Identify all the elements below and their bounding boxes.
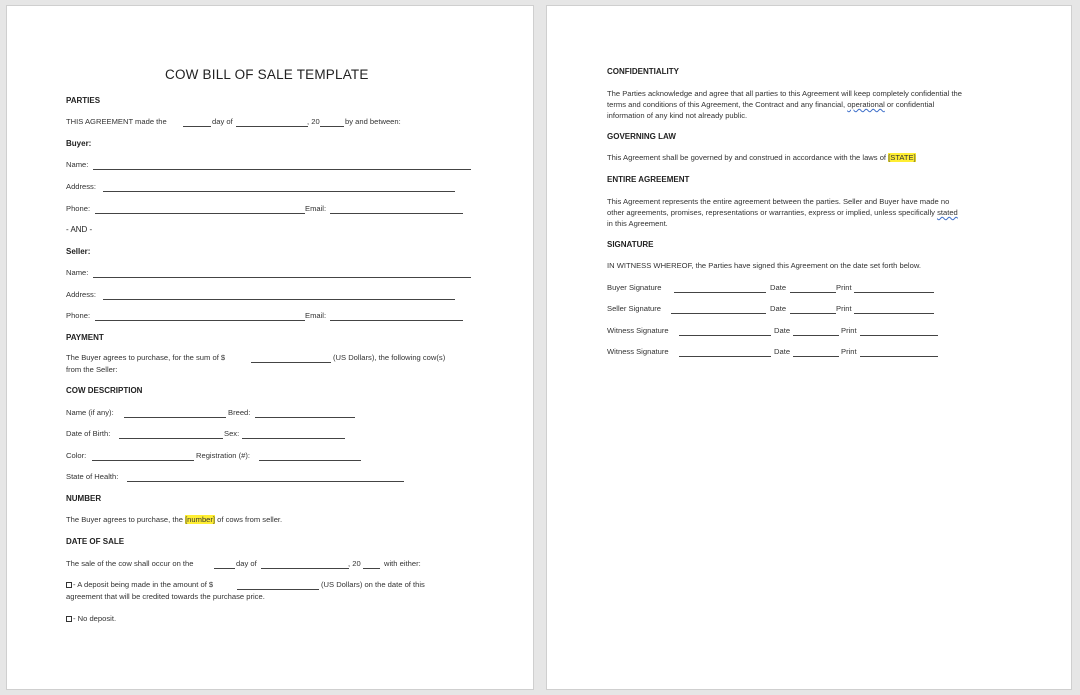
state-placeholder[interactable]: [STATE]	[888, 153, 916, 162]
number-text-start: The Buyer agrees to purchase, the	[66, 515, 183, 524]
deposit-option	[66, 580, 213, 589]
agreement-month-blank[interactable]	[236, 126, 308, 127]
spellcheck-stated[interactable]: stated	[937, 208, 958, 217]
seller-date-label: Date	[770, 304, 787, 313]
dob-label: Date of Birth:	[66, 429, 111, 438]
no-deposit-option	[66, 614, 116, 623]
payment-currency-text: (US Dollars), the following cow(s)	[333, 353, 446, 362]
seller-print-label: Print	[836, 304, 852, 313]
seller-date-field[interactable]	[790, 313, 836, 314]
number-placeholder[interactable]: [number]	[185, 515, 216, 524]
seller-address-field[interactable]	[103, 299, 455, 300]
buyer-signature-label: Buyer Signature	[607, 283, 662, 292]
buyer-email-label: Email:	[305, 204, 327, 213]
agreement-year-text: , 20	[307, 117, 320, 126]
deposit-credit-text: agreement that will be credited towards the purchase price.	[66, 592, 265, 601]
buyer-name-field[interactable]	[93, 169, 471, 170]
witness-1-print-field[interactable]	[860, 335, 938, 336]
sale-date-text: The sale of the cow shall occur on the	[66, 559, 194, 568]
breed-label: Breed:	[228, 408, 251, 417]
sale-year-text: , 20	[348, 559, 361, 568]
witness-whereof-text: IN WITNESS WHEREOF, the Parties have signed this Agreement on the date set forth below.	[607, 261, 922, 270]
cow-name-field[interactable]	[124, 417, 226, 418]
confidentiality-line-2-end: or confidential	[886, 100, 935, 109]
seller-print-field[interactable]	[854, 313, 934, 314]
cow-description-heading: COW DESCRIPTION	[66, 386, 143, 395]
deposit-currency-text: (US Dollars) on the date of this	[321, 580, 425, 589]
witness-1-date-label: Date	[774, 326, 791, 335]
seller-label: Seller:	[66, 247, 91, 256]
seller-signature-field[interactable]	[671, 313, 766, 314]
witness-1-signature-label: Witness Signature	[607, 326, 669, 335]
payment-text: The Buyer agrees to purchase, for the sum of $	[66, 353, 226, 362]
witness-1-date-field[interactable]	[793, 335, 839, 336]
document-page-1	[6, 5, 534, 690]
sale-month-blank[interactable]	[261, 568, 349, 569]
buyer-signature-field[interactable]	[674, 292, 766, 293]
payment-from-seller-text: from the Seller:	[66, 365, 118, 374]
buyer-address-field[interactable]	[103, 191, 455, 192]
witness-2-print-field[interactable]	[860, 356, 938, 357]
witness-2-date-label: Date	[774, 347, 791, 356]
governing-law-text	[607, 153, 916, 162]
seller-name-field[interactable]	[93, 277, 471, 278]
document-title: COW BILL OF SALE TEMPLATE	[165, 67, 369, 82]
confidentiality-line-2-start: terms and conditions of this Agreement, the Contract and any financial,	[607, 100, 846, 109]
confidentiality-heading: CONFIDENTIALITY	[607, 67, 679, 76]
deposit-text: - A deposit being made in the amount of $	[73, 580, 214, 589]
entire-agreement-line-1: This Agreement represents the entire agreement between the parties. Seller and Buyer have made no	[607, 197, 950, 206]
dob-field[interactable]	[119, 438, 223, 439]
by-and-between-text: by and between:	[345, 117, 401, 126]
parties-heading: PARTIES	[66, 96, 101, 105]
governing-law-heading: GOVERNING LAW	[607, 132, 676, 141]
sex-field[interactable]	[242, 438, 345, 439]
color-field[interactable]	[92, 460, 194, 461]
witness-2-signature-label: Witness Signature	[607, 347, 669, 356]
number-text-end: of cows from seller.	[217, 515, 283, 524]
number-text	[66, 515, 282, 524]
governing-law-text-start: This Agreement shall be governed by and construed in accordance with the laws of	[607, 153, 887, 162]
number-heading: NUMBER	[66, 494, 102, 503]
no-deposit-checkbox[interactable]	[66, 616, 72, 622]
payment-heading: PAYMENT	[66, 333, 104, 342]
buyer-address-label: Address:	[66, 182, 96, 191]
health-label: State of Health:	[66, 472, 119, 481]
seller-address-label: Address:	[66, 290, 96, 299]
health-field[interactable]	[127, 481, 404, 482]
buyer-label: Buyer:	[66, 139, 92, 148]
sale-with-either-text: with either:	[384, 559, 421, 568]
buyer-phone-field[interactable]	[95, 213, 305, 214]
breed-field[interactable]	[255, 417, 355, 418]
cow-name-label: Name (if any):	[66, 408, 114, 417]
buyer-date-field[interactable]	[790, 292, 836, 293]
spellcheck-operational[interactable]: operational	[847, 100, 885, 109]
buyer-print-label: Print	[836, 283, 852, 292]
seller-email-label: Email:	[305, 311, 327, 320]
buyer-name-label: Name:	[66, 160, 89, 169]
document-page-2	[546, 5, 1072, 690]
color-label: Color:	[66, 451, 87, 460]
witness-1-print-label: Print	[841, 326, 857, 335]
sale-day-blank[interactable]	[214, 568, 235, 569]
seller-signature-label: Seller Signature	[607, 304, 662, 313]
witness-2-print-label: Print	[841, 347, 857, 356]
buyer-email-field[interactable]	[330, 213, 463, 214]
seller-phone-label: Phone:	[66, 311, 91, 320]
entire-agreement-line-3: in this Agreement.	[607, 219, 668, 228]
buyer-phone-label: Phone:	[66, 204, 91, 213]
no-deposit-text: - No deposit.	[73, 614, 117, 623]
confidentiality-line-3: information of any kind not already public.	[607, 111, 748, 120]
confidentiality-line-2	[607, 100, 934, 109]
signature-heading: SIGNATURE	[607, 240, 654, 249]
sex-label: Sex:	[224, 429, 240, 438]
witness-2-date-field[interactable]	[793, 356, 839, 357]
agreement-day-blank[interactable]	[183, 126, 211, 127]
agreement-year-blank[interactable]	[320, 126, 344, 127]
witness-2-signature-field[interactable]	[679, 356, 771, 357]
confidentiality-line-1: The Parties acknowledge and agree that all parties to this Agreement will keep completely confidential the	[607, 89, 963, 98]
registration-field[interactable]	[259, 460, 361, 461]
registration-label: Registration (#):	[196, 451, 251, 460]
witness-1-signature-field[interactable]	[679, 335, 771, 336]
sale-day-of-text: day of	[236, 559, 257, 568]
agreement-day-of-text: day of	[212, 117, 233, 126]
sale-year-blank[interactable]	[363, 568, 380, 569]
entire-agreement-line-2	[607, 208, 958, 217]
and-divider: - AND -	[66, 225, 93, 234]
payment-amount-field[interactable]	[251, 362, 331, 363]
entire-agreement-heading: ENTIRE AGREEMENT	[607, 175, 690, 184]
date-of-sale-heading: DATE OF SALE	[66, 537, 125, 546]
seller-name-label: Name:	[66, 268, 89, 277]
deposit-checkbox[interactable]	[66, 582, 72, 588]
buyer-print-field[interactable]	[854, 292, 934, 293]
buyer-date-label: Date	[770, 283, 787, 292]
seller-phone-field[interactable]	[95, 320, 305, 321]
deposit-amount-field[interactable]	[237, 589, 319, 590]
entire-agreement-line-2-start: other agreements, promises, representations or warranties, express or implied, unless specifically	[607, 208, 935, 217]
seller-email-field[interactable]	[330, 320, 463, 321]
agreement-made-text: THIS AGREEMENT made the	[66, 117, 167, 126]
